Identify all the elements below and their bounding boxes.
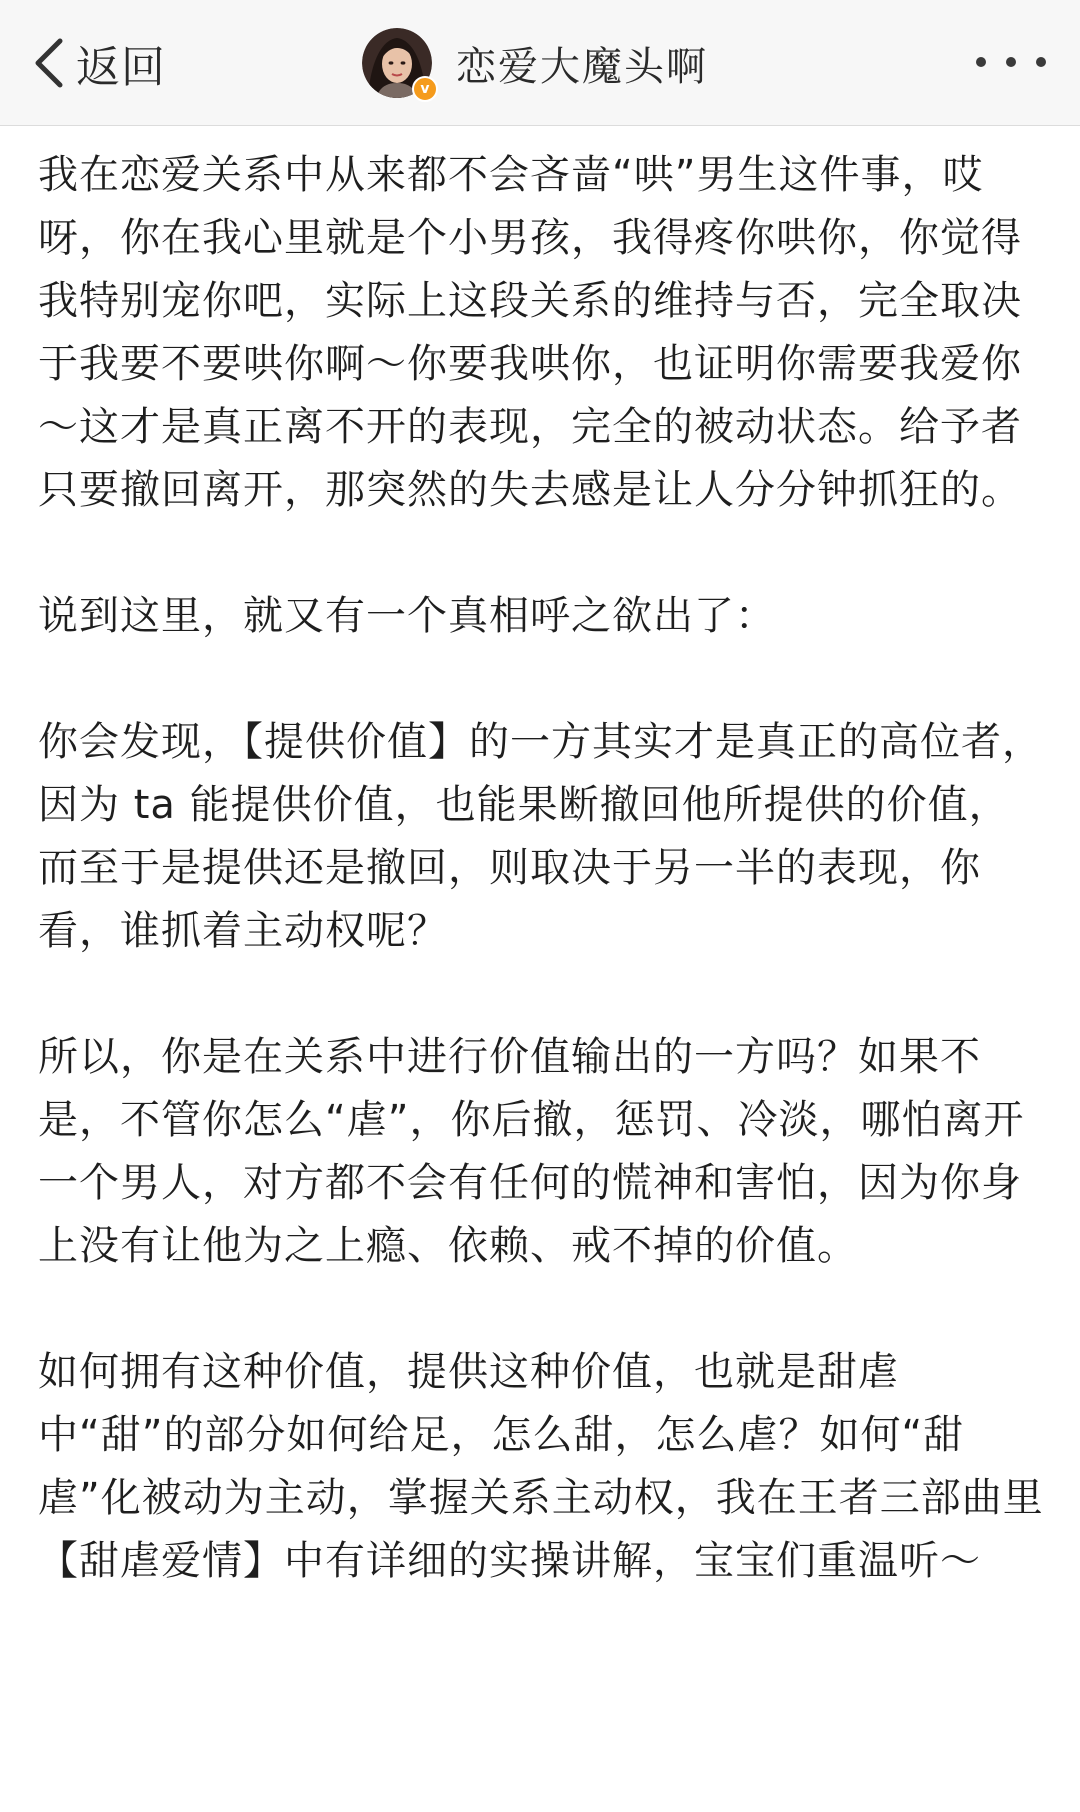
avatar[interactable] <box>362 28 432 98</box>
more-button[interactable] <box>976 44 1046 80</box>
account-header[interactable] <box>362 26 708 100</box>
article-paragraph: 如何拥有这种价值，提供这种价值，也就是甜虐中“甜”的部分如何给足，怎么甜，怎么虐？如何“甜虐”化被动为主动，掌握关系主动权，我在王者三部曲里【甜虐爱情】中有详细的实操讲解，宝宝们重温听～ <box>38 1349 1044 1584</box>
article-paragraph: 所以，你是在关系中进行价值输出的一方吗？如果不是，不管你怎么“虐”，你后撤，惩罚、冷淡，哪怕离开一个男人，对方都不会有任何的慌神和害怕，因为你身上没有让他为之上瘾、依赖、戒不掉的价值。 <box>38 1034 1025 1269</box>
more-horizontal-icon <box>1036 57 1046 67</box>
verified-badge-icon: v <box>412 76 438 102</box>
article-paragraph: 你会发现，【提供价值】的一方其实才是真正的高位者，因为 ta 能提供价值，也能果断撤回他所提供的价值，而至于是提供还是撤回，则取决于另一半的表现，你看，谁抓着主动权呢？ <box>38 719 1043 954</box>
back-label: 返回 <box>76 42 166 93</box>
article-paragraph: 我在恋爱关系中从来都不会吝啬“哄”男生这件事，哎呀，你在我心里就是个小男孩，我得疼你哄你，你觉得我特别宠你吧，实际上这段关系的维持与否，完全取决于我要不要哄你啊～你要我哄你，也证明你需要我爱你～这才是真正离不开的表现，完全的被动状态。给予者只要撤回离开，那突然的失去感是让人分分钟抓狂的。 <box>38 152 1022 513</box>
account-name[interactable]: 恋爱大魔头啊 <box>456 43 708 90</box>
more-horizontal-icon <box>976 57 986 67</box>
more-horizontal-icon <box>1006 57 1016 67</box>
article-body <box>38 144 1046 1656</box>
chevron-left-icon <box>30 33 70 93</box>
navigation-bar <box>0 0 1080 126</box>
back-button[interactable] <box>30 28 166 98</box>
article-paragraph: 说到这里，就又有一个真相呼之欲出了： <box>38 593 776 639</box>
